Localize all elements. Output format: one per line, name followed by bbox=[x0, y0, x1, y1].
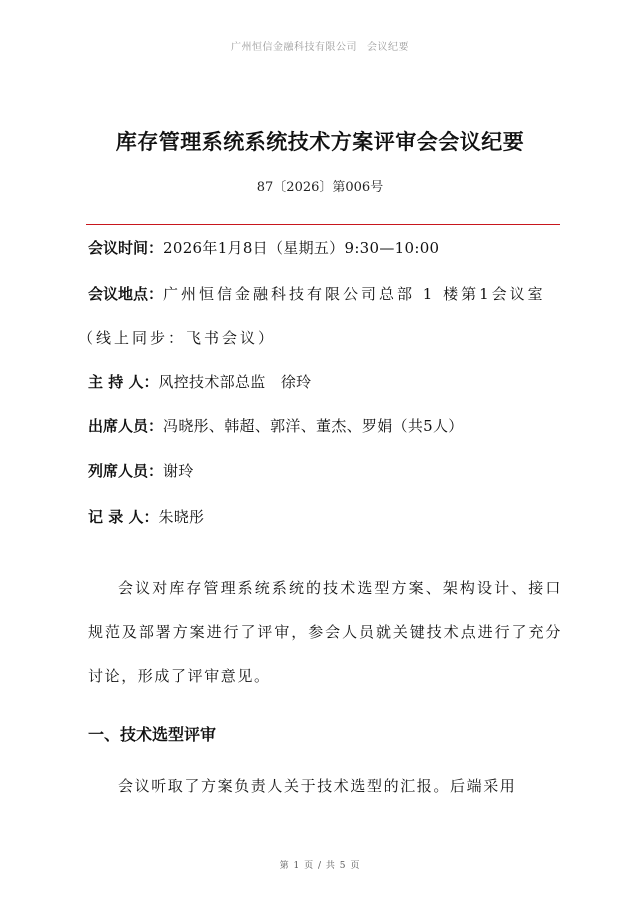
document-number: 87〔2026〕第006号 bbox=[256, 180, 384, 195]
meeting-recorder-label: 记 录 人： bbox=[88, 508, 159, 526]
header-company: 广州恒信金融科技有限公司 bbox=[231, 42, 357, 53]
meeting-observers-line bbox=[88, 461, 194, 481]
meeting-attendees-line bbox=[88, 416, 464, 436]
meeting-online-value: （线上同步：飞书会议） bbox=[78, 329, 277, 347]
meeting-time-value: 2026年1月8日（星期五）9:30—10:00 bbox=[163, 239, 440, 257]
meeting-location-label: 会议地点： bbox=[88, 285, 164, 303]
meeting-host-label: 主 持 人： bbox=[88, 373, 159, 391]
meeting-recorder-value: 朱晓彤 bbox=[158, 508, 205, 526]
meeting-host-value: 风控技术部总监 徐玲 bbox=[158, 373, 312, 391]
meeting-observers-label: 列席人员： bbox=[88, 462, 164, 480]
meeting-recorder-line bbox=[88, 507, 204, 527]
meeting-attendees-label: 出席人员： bbox=[88, 417, 164, 435]
section-heading-technology-selection: 一、技术选型评审 bbox=[88, 725, 217, 744]
page-header bbox=[0, 38, 640, 53]
meeting-online-line bbox=[78, 328, 276, 348]
meeting-time-line bbox=[88, 238, 439, 258]
meeting-location-value: 广州恒信金融科技有限公司总部 1 楼第1会议室 bbox=[163, 285, 546, 303]
header-doc-type: 会议纪要 bbox=[367, 42, 409, 53]
document-title: 库存管理系统系统技术方案评审会会议纪要 bbox=[115, 130, 525, 154]
meeting-attendees-value: 冯晓彤、韩超、郭洋、董杰、罗娟（共5人） bbox=[163, 417, 464, 435]
header-divider bbox=[86, 224, 560, 225]
meeting-host-line bbox=[88, 372, 311, 392]
meeting-observers-value: 谢玲 bbox=[163, 462, 194, 480]
intro-paragraph: 会议对库存管理系统系统的技术选型方案、架构设计、接口规范及部署方案进行了评审，参会人员就关键技术点进行了充分讨论，形成了评审意见。 bbox=[88, 579, 562, 685]
meeting-time-label: 会议时间： bbox=[88, 239, 164, 257]
section-paragraph: 会议听取了方案负责人关于技术选型的汇报。后端采用 bbox=[118, 777, 517, 795]
page-footer: 第 1 页 / 共 5 页 bbox=[279, 861, 361, 871]
meeting-location-line bbox=[88, 284, 546, 304]
